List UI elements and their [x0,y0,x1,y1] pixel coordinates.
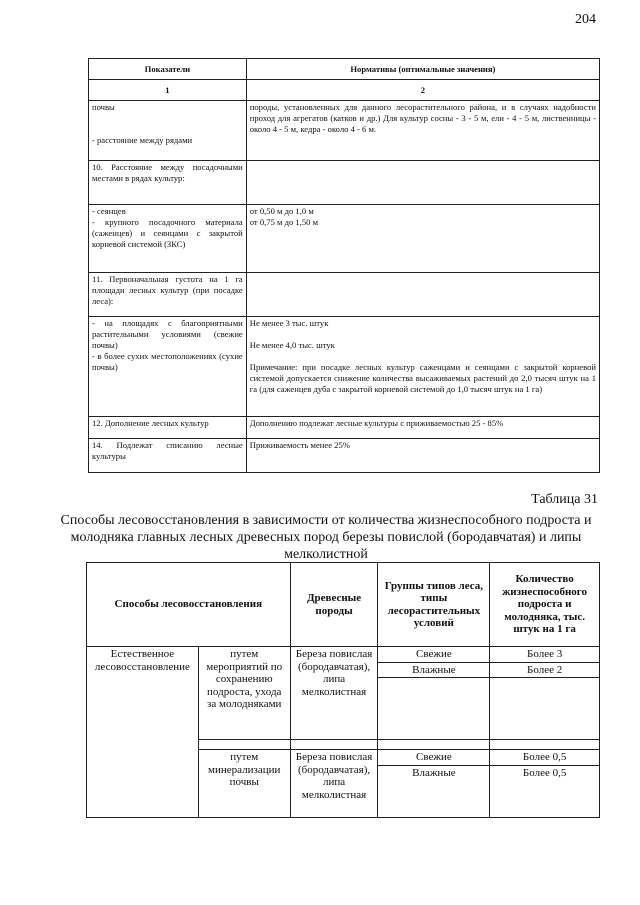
submethod-name: путем минерализации почвы [198,750,290,818]
cell-text: от 0,75 м до 1,50 м [249,217,319,227]
header-quantity: Количество жизнеспособного подроста и молодняка, тыс. штук на 1 га [490,563,600,647]
table-row [89,317,600,417]
quantity-cell: Более 0,5 [490,765,600,817]
table-label: Таблица 31 [531,492,598,507]
cell-text: Не менее 3 тыс. штук [249,318,329,328]
forest-group-cell: Влажные [378,662,490,678]
header-methods: Способы лесовосстановления [87,563,291,647]
species-cell: Береза повислая (бородавчатая), липа мелколистная [290,647,378,740]
quantity-cell: Более 0,5 [490,750,600,766]
table-row [87,647,600,663]
forest-group-cell: Влажные [378,765,490,817]
table-row [89,417,600,439]
cell-text: 12. Дополнение лесных культур [92,418,209,428]
cell-text: Примечание: при посадке лесных культур саженцами и сеянцами с закрытой корневой системой допускается снижение количества высаживаемых растений до 2,0 тысяч штук на 1 га (для саженцев дуба с закрытой корневой системой до 1,0 тысяч штук на 1 га) [249,362,596,394]
cell-text: от 0,50 м до 1,0 м [249,206,314,216]
cell-text: - на площадях с благоприятными растительными условиями (свежие почвы) [92,318,243,350]
col-number-1: 1 [89,80,247,101]
header-forest-groups: Группы типов леса, типы лесорастительных условий [378,563,490,647]
cell-text: 14. Подлежат списанию лесные культуры [92,440,243,461]
cell-text: Приживаемость менее 25% [249,440,350,450]
cell-text: - в более сухих местоположениях (сухие почвы) [92,351,243,372]
table-row [89,205,600,273]
method-natural: Естественное лесовосстановление [87,647,199,818]
table-row [89,439,600,473]
cell-text: 11. Первоначальная густота на 1 га площади лесных культур (при посадке леса): [92,274,243,306]
cell-text: Дополнению подлежат лесные культуры с приживаемостью 25 - 85% [249,418,504,428]
header-norms: Нормативы (оптимальные значения) [246,59,599,80]
quantity-cell: Более 3 [490,647,600,663]
quantity-cell: Более 2 [490,662,600,678]
table-row [89,161,600,205]
cell-text: Не менее 4,0 тыс. штук [249,340,335,350]
col-number-2: 2 [246,80,599,101]
norms-table [88,58,600,473]
cell-text: почвы [92,102,115,112]
cell-text: - расстояние между рядами [92,135,193,145]
cell-text: 10. Расстояние между посадочными местами в рядах культур: [92,162,243,183]
reforestation-table [86,562,600,818]
header-species: Древесные породы [290,563,378,647]
submethod-name: путем мероприятий по сохранению подроста, ухода за молодняками [198,647,290,740]
header-indicators: Показатели [89,59,247,80]
table-row [89,101,600,161]
species-cell: Береза повислая (бородавчатая), липа мелколистная [290,750,378,818]
table-row [89,273,600,317]
cell-text: - сеянцев [92,206,126,216]
forest-group-cell: Свежие [378,647,490,663]
cell-text: породы, установленных для данного лесорастительного района, и в случаях надобности проход для агрегатов (катков и др.) Для культур сосны - 3 - 5 м, ели - 4 - 5 м, лиственницы - около 4 - 5 м, кедра - около 4 - 6 м. [249,102,596,134]
table-caption: Способы лесовосстановления в зависимости от количества жизнеспособного подроста и молодняка главных лесных древесных пород березы повислой (бородавчатая) и липы мелколистной [60,513,592,562]
page-number: 204 [575,12,596,27]
forest-group-cell: Свежие [378,750,490,766]
cell-text: - крупного посадочного материала (саженцев) и сеянцами с закрытой корневой системой (ЗКС) [92,217,243,249]
